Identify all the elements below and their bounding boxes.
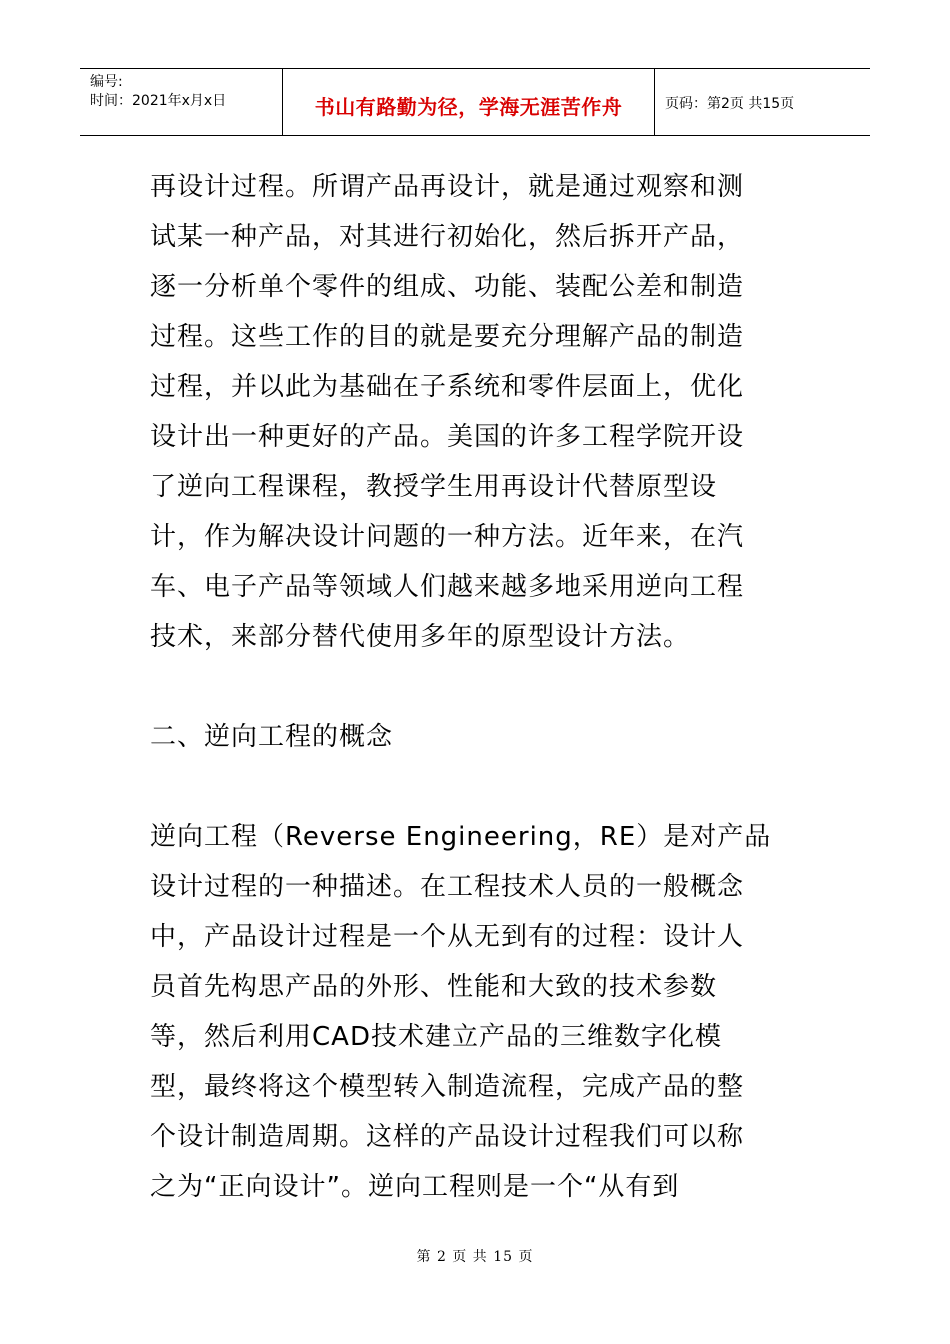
time-label: 时间：2021年x月x日 [90, 93, 227, 109]
text-line: 设计出一种更好的产品。美国的许多工程学院开设 [150, 422, 745, 452]
text-line: 计，作为解决设计问题的一种方法。近年来，在汽 [150, 522, 745, 552]
section-heading: 二、逆向工程的概念 [150, 722, 394, 752]
text-line: 逐一分析单个零件的组成、功能、装配公差和制造 [150, 272, 745, 302]
page-header [80, 68, 870, 136]
text-line: 逆向工程（Reverse Engineering，RE）是对产品 [150, 822, 772, 852]
text-line: 试某一种产品，对其进行初始化，然后拆开产品， [150, 222, 745, 252]
text-line: 之为“正向设计”。逆向工程则是一个“从有到 [150, 1172, 680, 1202]
text-line: 员首先构思产品的外形、性能和大致的技术参数 [150, 972, 718, 1002]
text-line: 中，产品设计过程是一个从无到有的过程：设计人 [150, 922, 745, 952]
page-info: 页码：第2页 共15页 [665, 96, 795, 112]
text-line: 等，然后利用CAD技术建立产品的三维数字化模 [150, 1022, 722, 1052]
text-line: 个设计制造周期。这样的产品设计过程我们可以称 [150, 1122, 745, 1152]
header-meta [90, 73, 226, 111]
header-divider [654, 69, 655, 135]
text-line: 再设计过程。所谓产品再设计，就是通过观察和测 [150, 172, 745, 202]
number-label: 编号: [90, 74, 123, 90]
text-line: 型，最终将这个模型转入制造流程，完成产品的整 [150, 1072, 745, 1102]
text-line: 技术，来部分替代使用多年的原型设计方法。 [150, 622, 691, 652]
text-line: 了逆向工程课程，教授学生用再设计代替原型设 [150, 472, 718, 502]
text-line: 过程。这些工作的目的就是要充分理解产品的制造 [150, 322, 745, 352]
paragraph-gap [150, 662, 810, 712]
paragraph-1 [150, 162, 810, 662]
page-footer: 第 2 页 共 15 页 [416, 1249, 534, 1265]
text-line: 过程，并以此为基础在子系统和零件层面上，优化 [150, 372, 745, 402]
text-line: 设计过程的一种描述。在工程技术人员的一般概念 [150, 872, 745, 902]
paragraph-2 [150, 812, 810, 1212]
text-line: 车、电子产品等领域人们越来越多地采用逆向工程 [150, 572, 745, 602]
paragraph-gap [150, 762, 810, 812]
header-motto: 书山有路勤为径，学海无涯苦作舟 [314, 95, 623, 119]
document-body [150, 162, 810, 1212]
